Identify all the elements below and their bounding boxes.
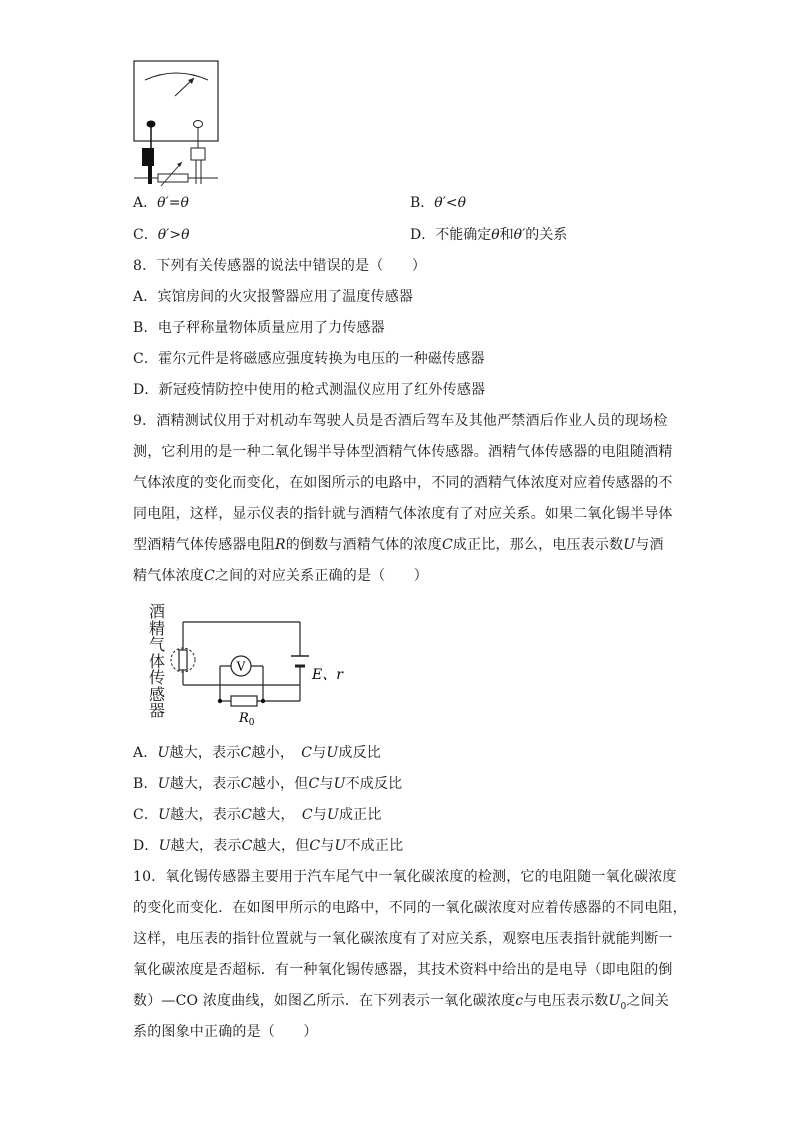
q9-stem-line: 9．酒精测试仪用于对机动车驾驶人员是否酒后驾车及其他严禁酒后作业人员的现场检 [133,413,668,429]
voltmeter-label: V [236,659,246,674]
probe-right [191,148,205,160]
q9-option-c[interactable]: C．U越大，表示C越大， C与U成正比 [133,807,382,823]
q10-line: 数）—CO 浓度曲线，如图乙所示．在下列表示一氧化碳浓度c与电压表示数$U_0$之间关 [133,993,670,1012]
q7-option-d[interactable]: D．不能确定θ和θ′的关系 [410,227,568,243]
q9-stem-line: 测，它利用的是一种二氧化锡半导体型酒精气体传感器。酒精气体传感器的电阻随酒精 [133,444,673,460]
q9-stem-line: 型酒精气体传感器电阻R的倒数与酒精气体的浓度C成正比，那么，电压表示数U与酒 [133,537,664,553]
q9-stem-line: 气体浓度的变化而变化，在如图所示的电路中，不同的酒精气体浓度对应着传感器的不 [133,475,673,491]
q10-line: 的变化而变化．在如图甲所示的电路中，不同的一氧化碳浓度对应着传感器的不同电阻， [133,900,687,916]
sensor-resistor [179,650,187,670]
q8-option-a[interactable]: A．宾馆房间的火灾报警器应用了温度传感器 [133,289,414,305]
thermistor [158,174,188,182]
q8-option-b[interactable]: B．电子秤称量物体质量应用了力传感器 [133,320,385,336]
q9-option-a[interactable]: A．U越大，表示C越小， C与U成反比 [133,745,381,761]
q8-option-c[interactable]: C．霍尔元件是将磁感应强度转换为电压的一种磁传感器 [133,351,485,367]
node-dot [261,699,265,703]
q8-stem: 8．下列有关传感器的说法中错误的是（ ） [133,258,427,274]
source-label: E、r [312,667,343,683]
q10-line: 这样，电压表的指针位置就与一氧化碳浓度有了对应关系，观察电压表指针就能判断一 [133,931,673,947]
node-dot [218,699,222,703]
q10-line: 系的图象中正确的是（ ） [133,1024,318,1040]
terminal-right [194,121,203,128]
q9-option-d[interactable]: D．U越大，表示C越大，但C与U不成正比 [133,838,404,854]
q9-option-b[interactable]: B．U越大，表示C越小，但C与U不成反比 [133,776,403,792]
q7-option-c[interactable]: C．θ′>θ [133,227,190,243]
q7-option-b[interactable]: B．θ′<θ [410,195,467,211]
q7-option-a[interactable]: A．θ′=θ [133,195,189,211]
q9-stem-line: 精气体浓度C之间的对应关系正确的是（ ） [133,568,428,584]
resistor-r0 [231,696,257,706]
q10-line: 氧化碳浓度是否超标．有一种氧化锡传感器，其技术资料中给出的是电导（即电阻的倒 [133,962,673,978]
circuit-diagram [168,615,358,730]
resistor-label: $R_0$ [239,711,255,728]
probe-left [142,148,154,166]
q9-stem-line: 同电阻，这样，显示仪表的指针就与酒精气体浓度有了对应关系。如果二氧化锡半导体 [133,506,673,522]
q10-line: 10．氧化锡传感器主要用于汽车尾气中一氧化碳浓度的检测，它的电阻随一氧化碳浓度 [133,869,677,885]
sensor-vertical-label: 酒 精 气 体 传 感 器 [148,602,165,720]
meter-figure [128,58,228,188]
terminal-left [147,121,156,128]
q8-option-d[interactable]: D．新冠疫情防控中使用的枪式测温仪应用了红外传感器 [133,382,486,398]
